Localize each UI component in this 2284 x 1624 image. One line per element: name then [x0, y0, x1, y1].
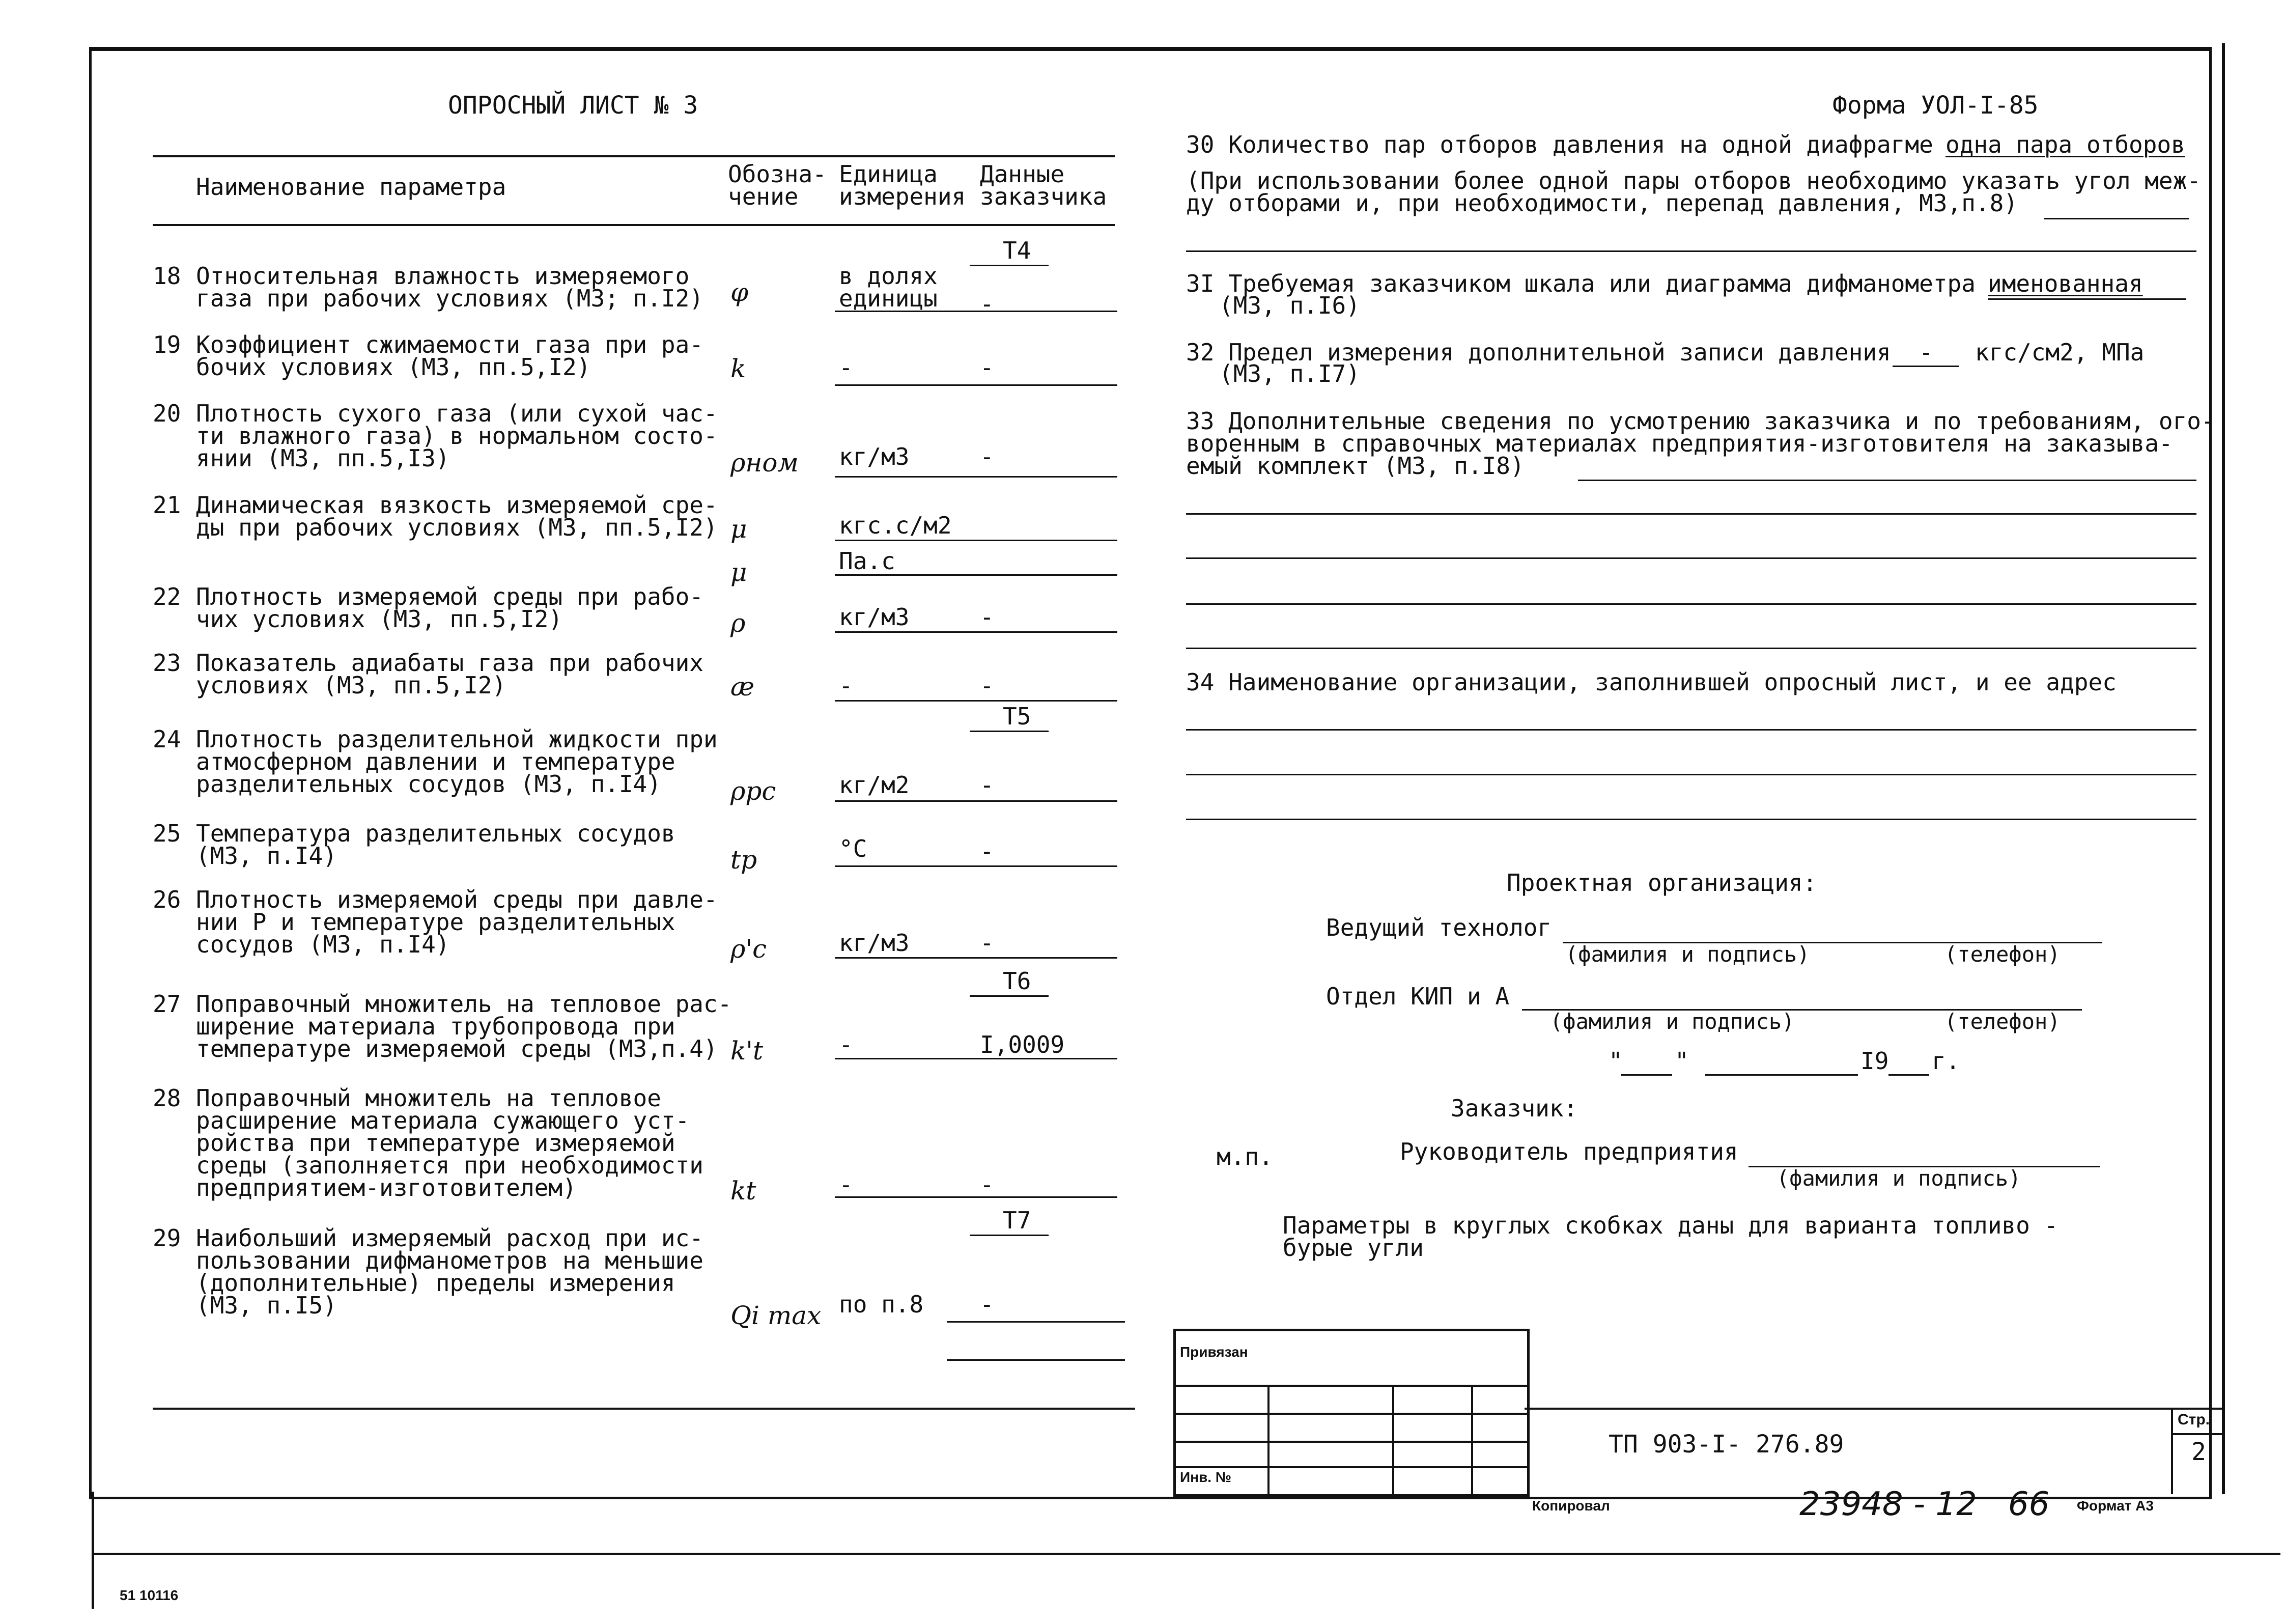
stamp-col-line-3 — [1471, 1385, 1473, 1494]
q32-ref: (М3, п.I7) — [1219, 360, 1360, 387]
format-label: Формат А3 — [2077, 1498, 2154, 1514]
top-scan-line — [89, 47, 2212, 50]
copied-label: Копировал — [1532, 1498, 1610, 1514]
row-symbol: φ — [730, 277, 749, 307]
q32-unit: кгс/см2, МПа — [1975, 339, 2145, 366]
head-label: Руководитель предприятия — [1400, 1138, 1738, 1165]
row-unit: °С — [839, 835, 867, 862]
page-box-left — [2171, 1408, 2173, 1494]
row-unit: в долях единицы — [839, 262, 938, 312]
row-unit-line — [835, 384, 1117, 386]
handwritten-number: 23948 - 12 66 — [1799, 1486, 2050, 1523]
page-box-mid — [2171, 1433, 2224, 1435]
row-unit-line — [835, 311, 1117, 312]
table-top-line — [153, 155, 1115, 157]
stamp-col-line-1 — [1267, 1385, 1270, 1494]
row-unit: Па.с — [839, 547, 895, 575]
row-symbol: μ — [730, 557, 747, 587]
q34-text: 34 Наименование организации, заполнившей опросный лист, и ее адрес — [1186, 668, 2117, 696]
date-year-suffix: г. — [1932, 1047, 1960, 1075]
row-parameter-name: Плотность разделительной жидкости при атмосферном давлении и температуре разделительных сосудов (М3, п.I4) — [196, 725, 718, 798]
row-symbol: ӕ — [730, 672, 754, 702]
row-table-ref-line — [970, 995, 1049, 997]
row-number: 28 — [153, 1084, 181, 1112]
stamp-row-line-1 — [1173, 1385, 1527, 1387]
row-table-ref-line — [970, 731, 1049, 732]
date-month-line — [1705, 1074, 1858, 1076]
q30-value: одна пара отборов — [1945, 131, 2185, 158]
row-unit-line — [835, 574, 1117, 576]
form-code: Форма УОЛ-I-85 — [1832, 91, 2039, 120]
row-unit: - — [839, 354, 853, 381]
lead-tech-phone-caption: (телефон) — [1944, 942, 2061, 967]
row-number: 22 — [153, 583, 181, 610]
page-label: Стр. — [2178, 1411, 2210, 1428]
corner-code: 51 10116 — [120, 1587, 179, 1603]
row-table-ref: Т7 — [1003, 1207, 1031, 1234]
row-unit-line — [835, 631, 1117, 633]
row-symbol: kt — [730, 1176, 756, 1206]
row-value: - — [980, 1171, 994, 1198]
q33-line-b — [1186, 513, 2196, 515]
q34-line-a — [1186, 729, 2196, 731]
row-parameter-name: Поправочный множитель на тепловое расширение материала сужающего уст- ройства при температуре измеряемой среды (заполняется при необходимости предприятием-изготовителем) — [196, 1084, 703, 1201]
row-parameter-name: Плотность измеряемой среды при рабо- чих условиях (М3, пп.5,I2) — [196, 583, 703, 633]
row-value: I,0009 — [980, 1031, 1065, 1058]
row-value: - — [980, 443, 994, 470]
row-number: 19 — [153, 331, 181, 358]
date-quote-close: " — [1675, 1047, 1689, 1075]
row-value: - — [980, 1291, 994, 1318]
row-symbol: Qi max — [730, 1301, 822, 1330]
row-unit: кгс.с/м2 — [839, 512, 952, 539]
q31-label: 3I Требуемая заказчиком шкала или диаграмма дифманометра — [1186, 270, 1976, 297]
row-unit: кг/м2 — [839, 771, 910, 799]
row-unit: - — [839, 1031, 853, 1058]
stamp-privyazan: Привязан — [1180, 1344, 1248, 1360]
row-value: - — [980, 929, 994, 957]
row-parameter-name: Показатель адиабаты газа при рабочих условиях (М3, пп.5,I2) — [196, 649, 703, 699]
col-header-name: Наименование параметра — [196, 173, 506, 201]
row-table-ref-line — [970, 1235, 1049, 1236]
customer-label: Заказчик: — [1451, 1095, 1578, 1122]
row-number: 21 — [153, 491, 181, 519]
row-parameter-name: Температура разделительных сосудов (М3, п.I4) — [196, 820, 675, 870]
sheet-title: ОПРОСНЫЙ ЛИСТ № 3 — [448, 91, 698, 120]
lead-tech-label: Ведущий технолог — [1326, 914, 1552, 941]
q31-line — [1988, 298, 2186, 300]
row-parameter-name: Коэффициент сжимаемости газа при ра- бочих условиях (М3, пп.5,I2) — [196, 331, 703, 381]
stamp-row-line-4 — [1173, 1466, 1527, 1468]
date-year-prefix: I9 — [1860, 1047, 1889, 1075]
q30-line-a — [2044, 218, 2189, 219]
q34-line-b — [1186, 774, 2196, 775]
q31-value: именованная — [1988, 270, 2143, 297]
lower-edge-line — [92, 1553, 2280, 1555]
q30-label: 30 Количество пар отборов давления на одной диафрагме — [1186, 131, 1933, 158]
row-value: - — [980, 771, 994, 799]
row-number: 27 — [153, 990, 181, 1018]
outer-left-edge — [92, 1492, 94, 1609]
row-symbol: ρрс — [730, 776, 776, 806]
q32-label: 32 Предел измерения дополнительной записи давления — [1186, 339, 1891, 366]
project-org: Проектная организация: — [1507, 869, 1817, 897]
row-value: - — [980, 837, 994, 865]
row-parameter-name: Относительная влажность измеряемого газа при рабочих условиях (М3; п.I2) — [196, 262, 703, 312]
date-quote-open: " — [1609, 1047, 1623, 1075]
date-day-line — [1621, 1074, 1672, 1076]
row-symbol: ρ'с — [730, 934, 767, 964]
row-unit-line — [835, 957, 1117, 959]
row-number: 24 — [153, 725, 181, 753]
q33-line-d — [1186, 603, 2196, 605]
row-symbol: k — [730, 354, 746, 383]
q33-line-a — [1578, 480, 2196, 481]
stamp-main-top — [1525, 1408, 2224, 1410]
row-unit-line — [835, 800, 1117, 802]
parameters-note: Параметры в круглых скобках даны для варианта топливо - бурые угли — [1283, 1212, 2059, 1262]
row-value-line-extra — [947, 1359, 1125, 1361]
row-table-ref-line — [970, 265, 1049, 266]
row-table-ref: Т5 — [1003, 703, 1031, 730]
row-value: - — [980, 290, 994, 318]
stamp-row-line-2 — [1173, 1413, 1527, 1415]
table-head-line — [153, 224, 1115, 226]
row-symbol: μ — [730, 514, 747, 544]
row-symbol: ρ — [730, 608, 746, 638]
row-unit-line — [835, 700, 1117, 702]
row-number: 25 — [153, 820, 181, 847]
stamp-inv: Инв. № — [1180, 1469, 1232, 1485]
row-unit: - — [839, 672, 853, 699]
row-parameter-name: Наибольший измеряемый расход при ис- пользовании дифманометров на меньшие (дополнительные) пределы измерения (М3, п.I5) — [196, 1224, 703, 1319]
q33-line-c — [1186, 557, 2196, 559]
q32-value: - — [1919, 339, 1933, 366]
col-header-symbol: Обозна- чение — [728, 160, 827, 210]
row-table-ref: Т6 — [1003, 967, 1031, 995]
row-parameter-name: Плотность сухого газа (или сухой час- ти влажного газа) в нормальном состо- янии (М3, пп.5,I3) — [196, 400, 718, 472]
row-unit-line — [835, 540, 1117, 541]
kip-sign-caption: (фамилия и подпись) — [1550, 1009, 1795, 1034]
row-value: - — [980, 672, 994, 699]
q33-text: 33 Дополнительные сведения по усмотрению заказчика и по требованиям, ого- воренным в справочных материалах предприятия-изготовителя на заказыва- емый комплект (М3, п.I8) — [1186, 407, 2215, 480]
q30-note: (При использовании более одной пары отборов необходимо указать угол меж- ду отборами и, при необходимости, перепад давления, М3,п.8) — [1186, 167, 2201, 217]
stamp-row-line-3 — [1173, 1441, 1527, 1443]
head-sign-caption: (фамилия и подпись) — [1777, 1166, 2021, 1191]
row-unit-line — [835, 1196, 1117, 1198]
row-value: - — [980, 603, 994, 631]
row-number: 26 — [153, 886, 181, 913]
kip-phone-caption: (телефон) — [1944, 1009, 2061, 1034]
col-header-unit: Единица измерения — [839, 160, 966, 210]
row-number: 29 — [153, 1224, 181, 1252]
row-number: 18 — [153, 262, 181, 290]
date-year-line — [1888, 1074, 1929, 1076]
kip-dept-label: Отдел КИП и А — [1326, 983, 1510, 1010]
row-symbol: ρном — [730, 448, 799, 478]
row-unit: по п.8 — [839, 1291, 924, 1318]
row-number: 23 — [153, 649, 181, 677]
doc-code: ТП 903-I- 276.89 — [1609, 1430, 1844, 1459]
q33-line-e — [1186, 648, 2196, 649]
row-unit-line — [835, 476, 1117, 478]
q34-line-c — [1186, 819, 2196, 820]
q30-line-b — [1186, 250, 2196, 252]
row-unit: кг/м3 — [839, 603, 910, 631]
row-parameter-name: Динамическая вязкость измеряемой сре- ды при рабочих условиях (М3, пп.5,I2) — [196, 491, 718, 541]
row-unit: кг/м3 — [839, 929, 910, 957]
stamp-col-line-2 — [1392, 1385, 1394, 1494]
row-unit-line — [835, 1058, 1117, 1059]
row-table-ref: Т4 — [1003, 237, 1031, 264]
row-parameter-name: Поправочный множитель на тепловое рас- ширение материала трубопровода при температуре измеряемой среды (М3,п.4) — [196, 990, 732, 1062]
col-header-data: Данные заказчика — [980, 160, 1107, 210]
row-value: - — [980, 354, 994, 381]
lead-tech-sign-caption: (фамилия и подпись) — [1565, 942, 1810, 967]
mp-label: м.п. — [1217, 1143, 1273, 1170]
row-unit: - — [839, 1171, 853, 1198]
row-value-line — [947, 1321, 1125, 1323]
table-bottom-line — [153, 1408, 1135, 1410]
right-edge-extend — [2222, 43, 2225, 1494]
q31-ref: (М3, п.I6) — [1219, 292, 1360, 319]
row-unit: кг/м3 — [839, 443, 910, 470]
row-symbol: k't — [730, 1036, 764, 1066]
row-number: 20 — [153, 400, 181, 427]
row-parameter-name: Плотность измеряемой среды при давле- нии Р и температуре разделительных сосудов (М3, п.I4) — [196, 886, 718, 958]
row-unit-line — [835, 865, 1117, 867]
row-symbol: tр — [730, 845, 757, 875]
page-number: 2 — [2191, 1438, 2206, 1466]
